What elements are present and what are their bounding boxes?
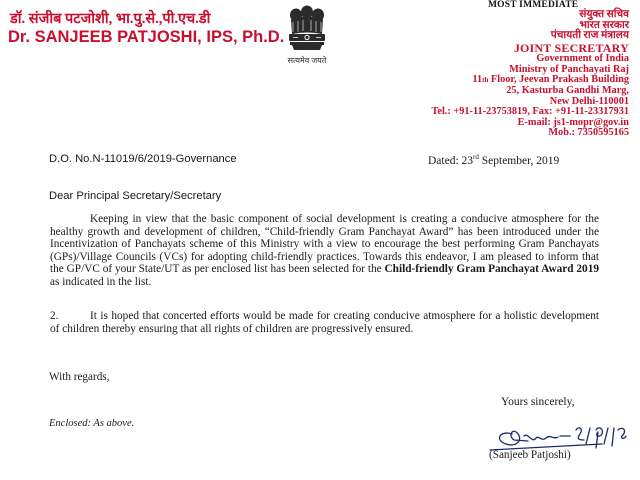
city: New Delhi-110001 (549, 95, 629, 107)
floor-number: 11 (472, 74, 483, 86)
telephone: Tel.: +91-11-23753819, Fax: +91-11-23317931 (431, 106, 629, 118)
lion-capital-icon (284, 4, 330, 54)
date-prefix: Dated: 23 (428, 154, 474, 167)
mobile: Mob.: 7350595165 (548, 127, 629, 139)
para1-text: Keeping in view that the basic component of social development is creating a conducive atmosphere for the healthy growth and development of children, “Child-friendly Gram Panchayat Award” has been introduced under the Incentivization of Panchayats scheme of this Ministry with a view to encourage the best performing Gram Panchayats (GPs)/Village Councils (VCs) for adopting child-friendly practices. Towards this endeavor, I am pleased to inform that the GP/VC of your State/UT as per enclosed list has been selected for the (50, 213, 599, 275)
letter-date (428, 153, 559, 167)
closing-sincerely: Yours sincerely, (501, 396, 575, 408)
national-emblem (284, 4, 330, 66)
email: E-mail: js1-mopr@gov.in (517, 116, 629, 128)
date-rest: September, 2019 (478, 154, 560, 167)
address-text: Floor, Jeevan Prakash Building (488, 74, 629, 86)
designation-hindi: संयुक्त सचिव (579, 9, 629, 20)
address-line-2: 25, Kasturba Gandhi Marg, (506, 85, 629, 97)
emblem-motto: सत्यमेव जयते (287, 56, 327, 65)
ministry-hindi: पंचायती राज मंत्रालय (550, 30, 629, 42)
para1-end: as indicated in the list. (50, 275, 152, 288)
sender-name-english: Dr. SANJEEB PATJOSHI, IPS, Ph.D. (8, 28, 285, 46)
para2-first-line: It is hoped that concerted efforts would be made for creating conducive atmosphere for (90, 310, 492, 322)
salutation: Dear Principal Secretary/Secretary (49, 190, 222, 202)
signatory-name: (Sanjeeb Patjoshi) (489, 449, 571, 461)
enclosure-note: Enclosed: As above. (49, 418, 135, 429)
date-suffix: rd (473, 153, 479, 161)
closing-regards: With regards, (49, 371, 110, 383)
reference-number: D.O. No.N-11019/6/2019-Governance (49, 153, 237, 165)
designation-block (431, 10, 629, 139)
paragraph-1 (50, 213, 599, 288)
award-name: Child-friendly Gram Panchayat Award 2019 (384, 263, 600, 275)
para2-rest: a holistic development of children thereby ensuring that all rights of children are progressively ensured. (50, 310, 599, 335)
para2-number: 2. (50, 310, 59, 322)
country-hindi: भारत सरकार (579, 19, 629, 31)
designation: JOINT SECRETARY (513, 40, 629, 55)
paragraph-2 (50, 310, 599, 335)
ministry: Ministry of Panchayati Raj (509, 63, 629, 75)
government: Government of India (536, 53, 629, 65)
priority-label: MOST IMMEDIATE (488, 0, 579, 10)
sender-name-hindi: डॉ. संजीब पटजोशी, भा.पु.से.,पी.एच.डी (10, 11, 211, 27)
floor-suffix: th (482, 76, 489, 85)
